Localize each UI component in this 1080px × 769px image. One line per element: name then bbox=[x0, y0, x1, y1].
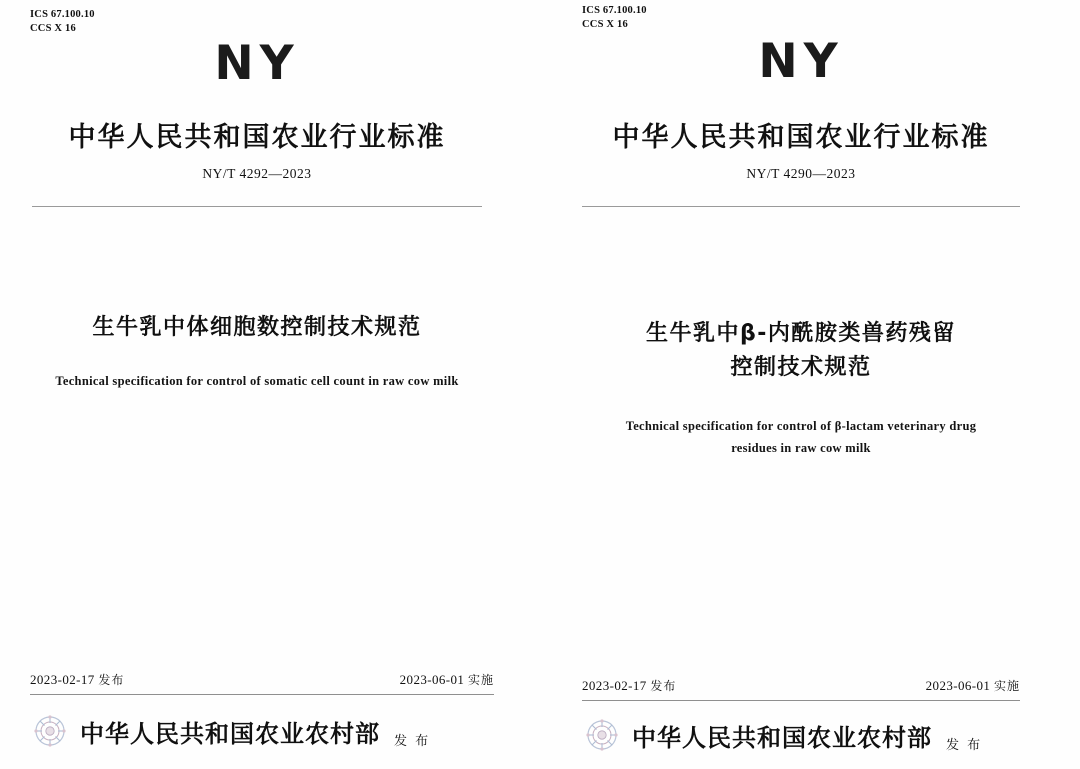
issue-date-group bbox=[30, 671, 124, 688]
national-emblem-icon bbox=[30, 711, 70, 751]
document-title-cn-line1: 生牛乳中β-内酰胺类兽药残留 bbox=[646, 321, 956, 347]
ny-standard-mark: NY bbox=[758, 34, 844, 90]
issue-date-group bbox=[582, 677, 676, 694]
national-emblem-icon bbox=[582, 715, 622, 755]
issuer-verb: 发 布 bbox=[394, 734, 431, 749]
effective-date-group bbox=[926, 677, 1020, 694]
effective-label: 实施 bbox=[467, 673, 494, 687]
issuer-row bbox=[30, 711, 494, 751]
ccs-code: CCS X 16 bbox=[30, 23, 76, 35]
ccs-code: CCS X 16 bbox=[582, 19, 628, 31]
standard-series-title: 中华人民共和国农业行业标准 bbox=[612, 122, 990, 154]
ny-standard-mark: NY bbox=[214, 36, 300, 92]
classification-block bbox=[582, 4, 1020, 32]
document-title-en-line2: residues in raw cow milk bbox=[731, 440, 871, 455]
standard-series-title: 中华人民共和国农业行业标准 bbox=[68, 122, 446, 154]
effective-date: 2023-06-01 bbox=[925, 678, 991, 693]
title-area bbox=[582, 317, 1020, 457]
classification-block bbox=[30, 8, 484, 36]
issue-label: 发布 bbox=[650, 679, 677, 693]
document-title-cn: 生牛乳中体细胞数控制技术规范 bbox=[92, 315, 422, 341]
page-footer bbox=[0, 671, 524, 769]
issuer-verb: 发 布 bbox=[946, 738, 983, 753]
document-title-en: Technical specification for control of somatic cell count in raw cow milk bbox=[55, 374, 459, 389]
standard-number: NY/T 4290—2023 bbox=[746, 166, 856, 182]
standard-cover-page-left bbox=[0, 0, 524, 769]
title-area bbox=[30, 311, 484, 391]
dates-row bbox=[582, 677, 1020, 701]
standard-number: NY/T 4292—2023 bbox=[202, 166, 312, 182]
page-footer bbox=[524, 677, 1080, 769]
issuer-row bbox=[582, 715, 1020, 755]
effective-label: 实施 bbox=[993, 679, 1020, 693]
document-title-cn-line2: 控制技术规范 bbox=[730, 355, 872, 381]
issue-date: 2023-02-17 bbox=[30, 672, 95, 687]
dates-row bbox=[30, 671, 494, 695]
document-title-en-line1: Technical specification for control of β-lactam veterinary drug bbox=[625, 418, 977, 433]
issue-label: 发布 bbox=[98, 673, 125, 687]
header-divider bbox=[582, 206, 1020, 207]
standard-cover-page-right bbox=[524, 0, 1080, 769]
ics-code: ICS 67.100.10 bbox=[30, 9, 95, 20]
issuer-name: 中华人民共和国农业农村部 bbox=[80, 719, 380, 748]
issuer-name: 中华人民共和国农业农村部 bbox=[632, 723, 932, 752]
effective-date: 2023-06-01 bbox=[399, 672, 465, 687]
issue-date: 2023-02-17 bbox=[582, 678, 647, 693]
header-divider bbox=[32, 206, 482, 207]
ics-code: ICS 67.100.10 bbox=[582, 5, 647, 16]
effective-date-group bbox=[400, 671, 494, 688]
